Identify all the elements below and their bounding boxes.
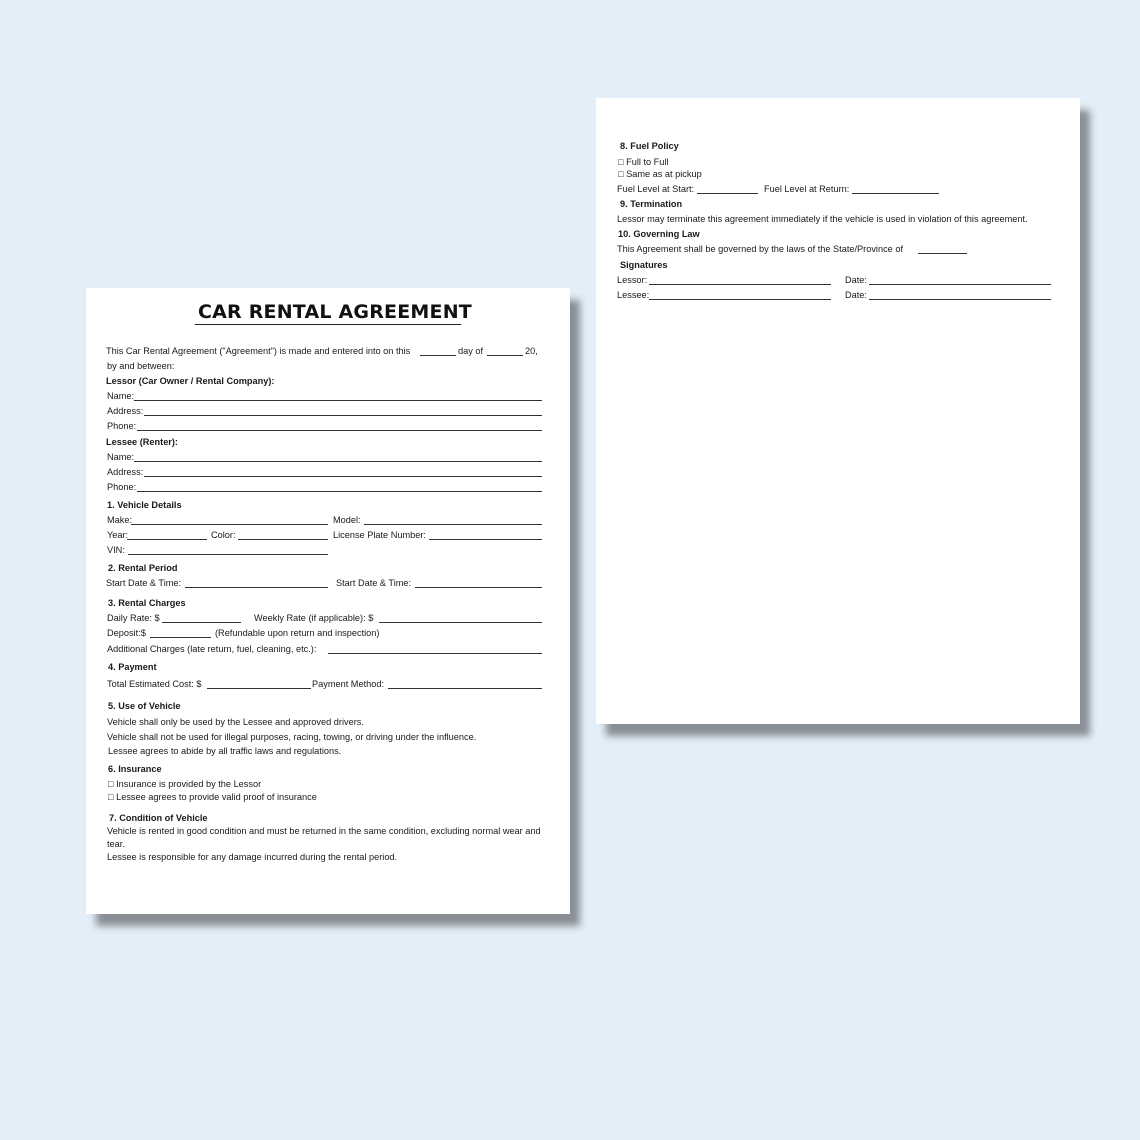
payment-heading: 4. Payment [108, 662, 157, 672]
lessor-name-label: Name: [107, 391, 135, 401]
lessee-date-label: Date: [845, 290, 867, 300]
refundable-note: (Refundable upon return and inspection) [215, 628, 380, 638]
plate-field[interactable] [429, 539, 542, 540]
lessee-phone-label: Phone: [107, 482, 137, 492]
condition-heading: 7. Condition of Vehicle [109, 813, 208, 823]
lessor-address-label: Address: [107, 406, 144, 416]
month-field[interactable] [487, 355, 523, 356]
deposit-label: Deposit:$ [107, 628, 146, 638]
charges-heading: 3. Rental Charges [108, 598, 186, 608]
daily-rate-field[interactable] [162, 622, 241, 623]
year-label: Year: [107, 530, 129, 540]
vehicle-heading: 1. Vehicle Details [107, 500, 182, 510]
fuel-start-field[interactable] [697, 193, 758, 194]
make-label: Make: [107, 515, 133, 525]
year-prefix: 20, [525, 346, 538, 356]
start-label-1: Start Date & Time: [106, 578, 182, 588]
lessee-name-field[interactable] [134, 461, 542, 462]
title-underline [195, 324, 461, 325]
daily-rate-label: Daily Rate: $ [107, 613, 160, 623]
condition-line-1: Vehicle is rented in good condition and must be returned in the same condition, excluding normal wear and tear. [107, 826, 541, 849]
termination-text: Lessor may terminate this agreement immediately if the vehicle is used in violation of this agreement. [617, 214, 1028, 224]
fuel-option-1[interactable]: □ Full to Full [618, 157, 669, 167]
insurance-option-2[interactable]: □ Lessee agrees to provide valid proof of insurance [108, 792, 317, 802]
document-title: CAR RENTAL AGREEMENT [198, 301, 472, 323]
model-field[interactable] [364, 524, 542, 525]
lessee-phone-field[interactable] [137, 491, 542, 492]
year-field[interactable] [127, 539, 207, 540]
intro-between: by and between: [107, 361, 175, 371]
model-label: Model: [333, 515, 361, 525]
lessor-signature-field[interactable] [649, 284, 831, 285]
additional-charges-label: Additional Charges (late return, fuel, cleaning, etc.): [107, 644, 317, 654]
intro-text: This Car Rental Agreement ("Agreement") is made and entered into on this [106, 346, 411, 356]
total-cost-label: Total Estimated Cost: $ [107, 679, 202, 689]
fuel-heading: 8. Fuel Policy [620, 141, 679, 151]
lessee-address-field[interactable] [144, 476, 542, 477]
insurance-heading: 6. Insurance [108, 764, 162, 774]
deposit-field[interactable] [150, 637, 211, 638]
payment-method-field[interactable] [388, 688, 542, 689]
total-cost-field[interactable] [207, 688, 311, 689]
lessor-heading: Lessor (Car Owner / Rental Company): [106, 376, 275, 386]
fuel-start-label: Fuel Level at Start: [617, 184, 695, 194]
condition-line-2: Lessee is responsible for any damage incurred during the rental period. [107, 852, 398, 862]
additional-charges-field[interactable] [328, 653, 542, 654]
color-field[interactable] [238, 539, 328, 540]
lessee-name-label: Name: [107, 452, 135, 462]
start-field-1[interactable] [185, 587, 328, 588]
use-line-2: Vehicle shall not be used for illegal purposes, racing, towing, or driving under the influence. [107, 732, 477, 742]
law-heading: 10. Governing Law [618, 229, 700, 239]
law-text: This Agreement shall be governed by the laws of the State/Province of [617, 244, 903, 254]
start-field-2[interactable] [415, 587, 542, 588]
document-page-2 [596, 98, 1080, 724]
lessor-phone-label: Phone: [107, 421, 137, 431]
weekly-rate-label: Weekly Rate (if applicable): $ [254, 613, 374, 623]
day-of-text: day of [458, 346, 484, 356]
signatures-heading: Signatures [620, 260, 668, 270]
fuel-return-field[interactable] [852, 193, 939, 194]
lessor-address-field[interactable] [144, 415, 542, 416]
termination-heading: 9. Termination [620, 199, 683, 209]
color-label: Color: [211, 530, 236, 540]
make-field[interactable] [131, 524, 328, 525]
lessor-phone-field[interactable] [137, 430, 542, 431]
payment-method-label: Payment Method: [312, 679, 385, 689]
lessee-date-field[interactable] [869, 299, 1051, 300]
fuel-option-2[interactable]: □ Same as at pickup [618, 169, 702, 179]
vin-field[interactable] [128, 554, 328, 555]
fuel-return-label: Fuel Level at Return: [764, 184, 850, 194]
weekly-rate-field[interactable] [379, 622, 542, 623]
lessor-date-field[interactable] [869, 284, 1051, 285]
plate-label: License Plate Number: [333, 530, 426, 540]
vin-label: VIN: [107, 545, 125, 555]
use-line-1: Vehicle shall only be used by the Lessee and approved drivers. [107, 717, 364, 727]
rental-period-heading: 2. Rental Period [108, 563, 178, 573]
lessee-signature-field[interactable] [649, 299, 831, 300]
lessee-signature-label: Lessee: [617, 290, 650, 300]
lessor-name-field[interactable] [134, 400, 542, 401]
use-heading: 5. Use of Vehicle [108, 701, 181, 711]
lessee-address-label: Address: [107, 467, 144, 477]
use-line-3: Lessee agrees to abide by all traffic laws and regulations. [108, 746, 342, 756]
start-label-2: Start Date & Time: [336, 578, 412, 588]
document-page-1 [86, 288, 570, 914]
law-state-field[interactable] [918, 253, 967, 254]
lessee-heading: Lessee (Renter): [106, 437, 178, 447]
insurance-option-1[interactable]: □ Insurance is provided by the Lessor [108, 779, 262, 789]
day-field[interactable] [420, 355, 456, 356]
lessor-signature-label: Lessor: [617, 275, 648, 285]
lessor-date-label: Date: [845, 275, 867, 285]
